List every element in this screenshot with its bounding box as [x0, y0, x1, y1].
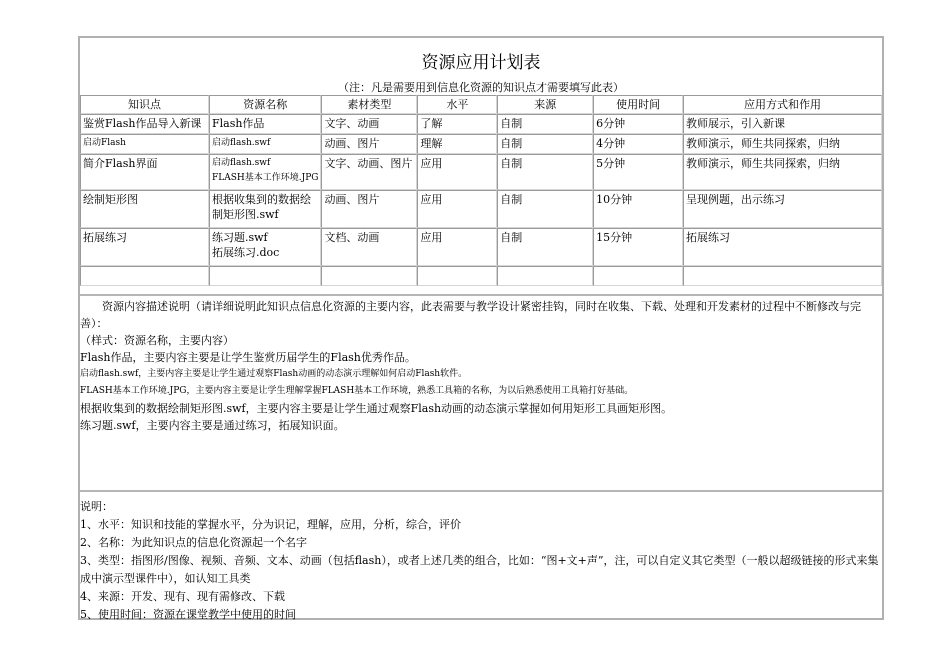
header-resource: 资源名称 [209, 95, 321, 114]
table-header-row [80, 95, 882, 114]
cell-point: 鉴赏Flash作品导入新课 [80, 114, 209, 134]
cell-point [80, 266, 209, 286]
header-level: 水平 [417, 95, 497, 114]
explanation-section [80, 498, 882, 624]
cell-point: 简介Flash界面 [80, 154, 209, 190]
section-divider [80, 490, 882, 492]
cell-resource [209, 190, 321, 228]
resource-line: FLASH基本工作环境.JPG [211, 173, 319, 183]
description-line: FLASH基本工作环境.JPG，主要内容主要是让学生理解掌握FLASH基本工作环境，熟悉工具箱的名称，为以后熟悉使用工具箱打好基础。 [80, 386, 634, 396]
cell-time [593, 266, 683, 286]
cell-time: 6分钟 [593, 114, 683, 134]
explain-item: 1、水平：知识和技能的掌握水平，分为识记，理解，应用，分析，综合，评价 [80, 518, 461, 531]
header-usage: 应用方式和作用 [683, 95, 882, 114]
description-intro: 资源内容描述说明（请详细说明此知识点信息化资源的主要内容，此表需要与教学设计紧密挂钩，同时在收集、下载、处理和开发素材的过程中不断修改与完善）： [80, 300, 861, 330]
cell-level: 应用 [417, 154, 497, 190]
cell-source [497, 266, 593, 286]
resource-line: 启动flash.swf [211, 158, 271, 168]
table-row [80, 190, 882, 228]
cell-time: 4分钟 [593, 134, 683, 154]
explain-label: 说明： [80, 500, 113, 513]
cell-source: 自制 [497, 154, 593, 190]
cell-source: 自制 [497, 134, 593, 154]
cell-time: 5分钟 [593, 154, 683, 190]
description-line: Flash作品，主要内容主要是让学生鉴赏历届学生的Flash优秀作品。 [80, 351, 416, 364]
document-title: 资源应用计划表 [421, 53, 541, 73]
cell-level [417, 266, 497, 286]
table-row [80, 134, 882, 154]
description-line: 练习题.swf，主要内容主要是通过练习，拓展知识面。 [80, 419, 345, 432]
resource-line: 练习题.swf [211, 231, 268, 244]
cell-usage: 拓展练习 [683, 228, 882, 266]
header-type: 素材类型 [321, 95, 417, 114]
resource-table [80, 95, 882, 286]
cell-time: 15分钟 [593, 228, 683, 266]
resource-line: 拓展练习.doc [211, 246, 280, 259]
cell-type: 文字、动画 [321, 114, 417, 134]
header-time: 使用时间 [593, 95, 683, 114]
cell-usage: 教师演示，师生共同探索，归纳 [683, 154, 882, 190]
cell-type: 文字、动画、图片 [321, 154, 417, 190]
resource-plan-document [78, 36, 884, 620]
section-divider [80, 294, 882, 296]
cell-point: 拓展练习 [80, 228, 209, 266]
cell-level: 理解 [417, 134, 497, 154]
description-line: 启动flash.swf，主要内容主要是让学生通过观察Flash动画的动态演示理解如何启动Flash软件。 [80, 369, 468, 379]
table-row [80, 228, 882, 266]
explain-item: 5、使用时间：资源在课堂教学中使用的时间 [80, 608, 296, 621]
cell-source: 自制 [497, 114, 593, 134]
description-style: （样式：资源名称，主要内容） [80, 334, 234, 347]
cell-usage [683, 266, 882, 286]
resource-description [80, 298, 882, 434]
cell-type: 动画、图片 [321, 134, 417, 154]
cell-usage: 教师演示，师生共同探索，归纳 [683, 134, 882, 154]
cell-type: 文档、动画 [321, 228, 417, 266]
cell-time: 10分钟 [593, 190, 683, 228]
cell-type [321, 266, 417, 286]
cell-resource [209, 154, 321, 190]
document-note: （注：凡是需要用到信息化资源的知识点才需要填写此表） [338, 81, 624, 94]
cell-type: 动画、图片 [321, 190, 417, 228]
explain-item: 3、类型：指图形/图像、视频、音频、文本、动画（包括flash），或者上述几类的组合，比如：“图+文+声”，注，可以自定义其它类型（一般以超级链接的形式来集成中演示型课件中），如认知工具类 [80, 554, 879, 585]
header-point: 知识点 [80, 95, 209, 114]
table-row-empty [80, 266, 882, 286]
cell-level: 应用 [417, 228, 497, 266]
resource-line: 根据收集到的数据绘 [211, 193, 311, 206]
description-line: 根据收集到的数据绘制矩形图.swf，主要内容主要是让学生通过观察Flash动画的动态演示掌握如何用矩形工具画矩形图。 [80, 402, 673, 415]
cell-level: 应用 [417, 190, 497, 228]
cell-source: 自制 [497, 228, 593, 266]
explain-item: 2、名称：为此知识点的信息化资源起一个名字 [80, 536, 307, 549]
cell-resource: Flash作品 [209, 114, 321, 134]
explain-item: 4、来源：开发、现有、现有需修改、下载 [80, 590, 285, 603]
cell-usage: 呈现例题，出示练习 [683, 190, 882, 228]
cell-usage: 教师展示，引入新课 [683, 114, 882, 134]
cell-point: 启动Flash [80, 134, 209, 154]
cell-source: 自制 [497, 190, 593, 228]
cell-resource [209, 228, 321, 266]
cell-level: 了解 [417, 114, 497, 134]
resource-line: 制矩形图.swf [211, 208, 279, 221]
table-row [80, 154, 882, 190]
table-row [80, 114, 882, 134]
cell-resource: 启动flash.swf [209, 134, 321, 154]
cell-point: 绘制矩形图 [80, 190, 209, 228]
header-source: 来源 [497, 95, 593, 114]
cell-resource [209, 266, 321, 286]
